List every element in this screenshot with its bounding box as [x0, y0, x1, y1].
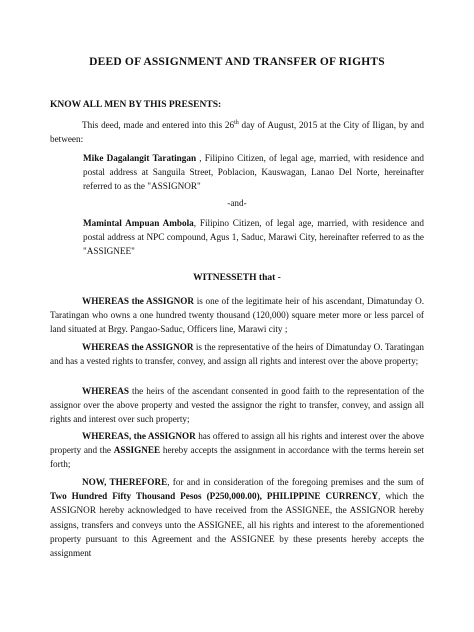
intro-after-day: day of August, 2015 at the City of Iligan, by and between: — [50, 120, 424, 145]
whereas-4-paragraph — [50, 429, 424, 472]
whereas-4-lead: WHEREAS, the ASSIGNOR — [82, 431, 196, 441]
assignor-details: , Filipino Citizen, of legal age, married, with residence and postal address at Sanguila Street, Poblacion, Kauswagan, Lanao Del Norte, hereinafter referred to as the "ASSIGNOR" — [83, 153, 424, 192]
whereas-3-text: the heirs of the ascendant consented in good faith to the representation of the assignor over the above property and vested the assignor the right to transfer, convey, and assign all rights and interest over such property; — [50, 386, 424, 425]
whereas-3-lead: WHEREAS — [82, 386, 129, 396]
intro-paragraph — [50, 118, 424, 146]
assignee-paragraph — [83, 216, 424, 259]
whereas-3-paragraph — [50, 384, 424, 427]
therefore-amount: Two Hundred Fifty Thousand Pesos (P250,000.00), PHILIPPINE CURRENCY — [50, 491, 379, 502]
therefore-lead: NOW, THEREFORE — [82, 477, 168, 487]
whereas-1-lead: WHEREAS the ASSIGNOR — [82, 296, 195, 306]
and-separator: -and- — [227, 198, 247, 208]
therefore-paragraph — [50, 475, 424, 560]
assignor-name: Mike Dagalangit Taratingan — [83, 153, 197, 163]
assignee-details: , Filipino Citizen, of legal age, married, with residence and postal address at NPC compound, Agus 1, Saduc, Marawi City, hereinafter referred to as the "ASSIGNEE" — [83, 218, 424, 257]
assignor-paragraph — [83, 151, 424, 194]
whereas-1-text: is one of the legitimate heir of his ascendant, Dimatunday O. Taratingan who owns a one hundred twenty thousand (120,000) square meter more or less parcel of land situated at Brgy. Pangao-Saduc, Officers line, Marawi city ; — [50, 296, 424, 335]
document-title: DEED OF ASSIGNMENT AND TRANSFER OF RIGHTS — [89, 56, 385, 68]
whereas-1-paragraph — [50, 294, 424, 337]
assignee-name: Mamintal Ampuan Ambola — [83, 218, 194, 228]
whereas-4-text-2: hereby accepts the assignment in accordance with the terms herein set forth; — [50, 445, 424, 470]
whereas-4-assignee: ASSIGNEE — [113, 445, 161, 456]
whereas-4-text-1: has offered to assign all his rights and interest over the above property and the — [50, 431, 425, 456]
witnesseth-heading: WITNESSETH that - — [193, 273, 281, 283]
whereas-2-paragraph — [50, 340, 424, 368]
know-all-heading: KNOW ALL MEN BY THIS PRESENTS: — [50, 100, 222, 110]
whereas-2-text: is the representative of the heirs of Dimatunday O. Taratingan and has a vested rights to transfer, convey, and assign all rights and interest over the above property; — [50, 342, 424, 367]
whereas-2-lead: WHEREAS the ASSIGNOR — [82, 342, 194, 352]
intro-day-suffix: th — [234, 119, 239, 126]
therefore-text-1: , for and in consideration of the foregoing premises and the sum of — [167, 477, 424, 487]
intro-before-day: This deed, made and entered into this 26 — [82, 120, 235, 130]
therefore-text-2: , which the ASSIGNOR hereby acknowledged to have received from the ASSIGNEE, the ASSIGNOR hereby assigns, transfers and conveys unto the ASSIGNEE, all his rights and interest to the aforementioned property pursuant to this Agreement and the ASSIGNEE by these presents hereby accepts the assignment — [50, 491, 424, 559]
